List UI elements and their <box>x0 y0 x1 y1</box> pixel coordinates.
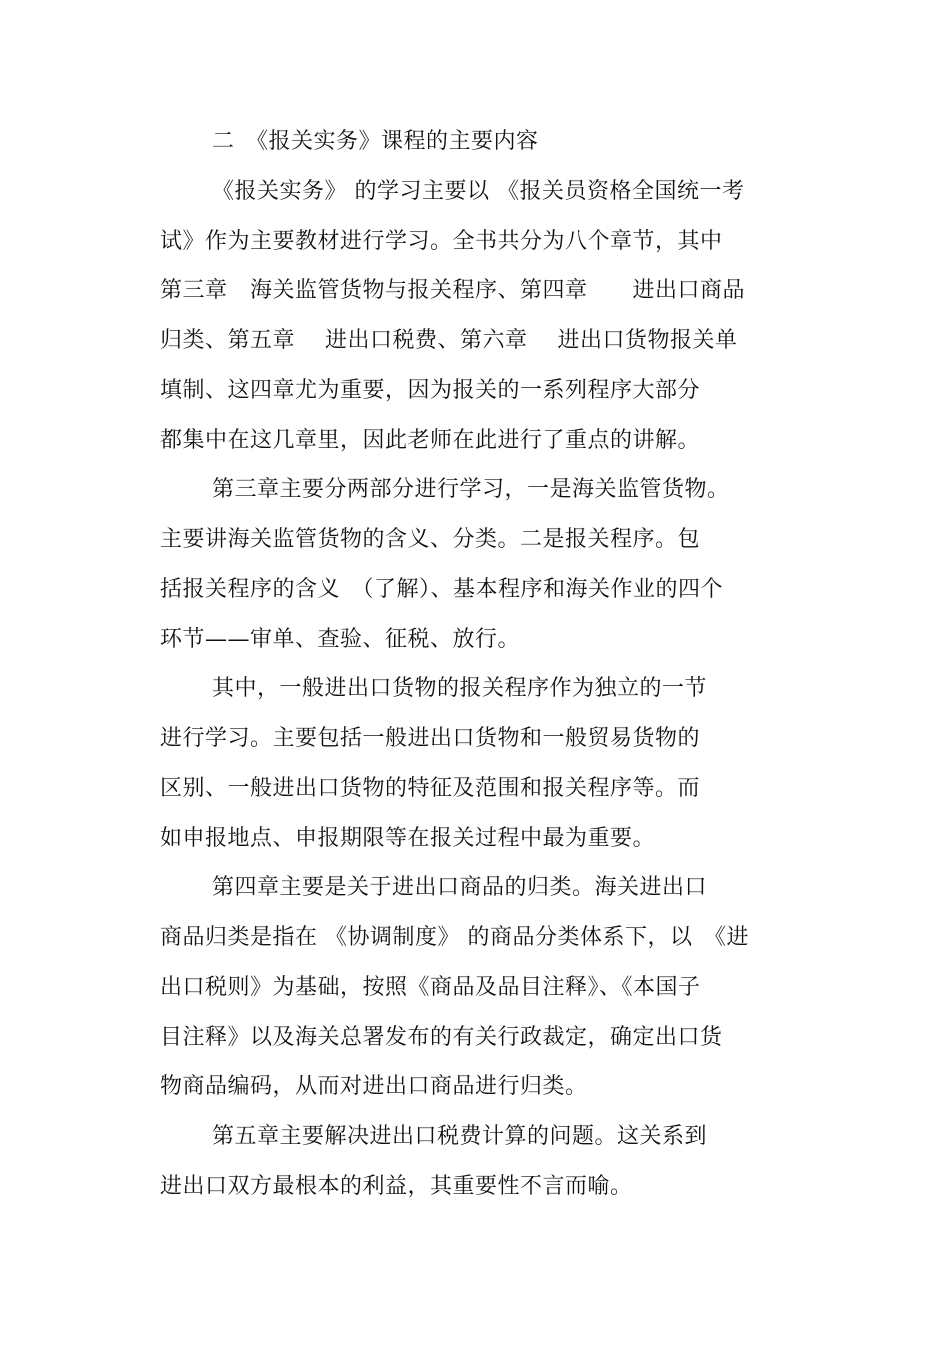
paragraph-line: 第五章主要解决进出口税费计算的问题。这关系到 <box>212 1124 708 1149</box>
paragraph-line: 出口税则》为基础，按照《商品及品目注释》、《本国子 <box>160 975 701 1000</box>
paragraph-line: 如申报地点、申报期限等在报关过程中最为重要。 <box>160 826 656 851</box>
paragraph-line: 环节——审单、查验、征税、放行。 <box>160 627 521 652</box>
paragraph-line: 物商品编码，从而对进出口商品进行归类。 <box>160 1074 588 1099</box>
paragraph-line: 进出口双方最根本的利益，其重要性不言而喻。 <box>160 1174 633 1199</box>
paragraph-line: 试》作为主要教材进行学习。全书共分为八个章节，其中 <box>160 229 723 254</box>
paragraph-line: 第四章主要是关于进出口商品的归类。海关进出口 <box>212 875 708 900</box>
paragraph-line: 《报关实务》 的学习主要以 《报关员资格全国统一考 <box>212 179 745 204</box>
paragraph-line: 归类、第五章 进出口税费、第六章 进出口货物报关单 <box>160 328 738 353</box>
paragraph-line: 括报关程序的含义 （了解）、基本程序和海关作业的四个 <box>160 577 724 602</box>
paragraph-line: 商品归类是指在 《协调制度》 的商品分类体系下，以 《进 <box>160 925 749 950</box>
paragraph-line: 其中，一般进出口货物的报关程序作为独立的一节 <box>212 676 708 701</box>
paragraph-line: 进行学习。主要包括一般进出口货物和一般贸易货物的 <box>160 726 701 751</box>
paragraph-line: 目注释》以及海关总署发布的有关行政裁定，确定出口货 <box>160 1025 723 1050</box>
paragraph-line: 填制、这四章尤为重要，因为报关的一系列程序大部分 <box>160 378 701 403</box>
paragraph-line: 主要讲海关监管货物的含义、分类。二是报关程序。包 <box>160 527 701 552</box>
paragraph-line: 第三章 海关监管货物与报关程序、第四章 进出口商品 <box>160 278 746 303</box>
paragraph-line: 第三章主要分两部分进行学习，一是海关监管货物。 <box>212 477 730 502</box>
section-heading: 二 《报关实务》课程的主要内容 <box>212 129 539 154</box>
paragraph-line: 区别、一般进出口货物的特征及范围和报关程序等。而 <box>160 776 701 801</box>
paragraph-line: 都集中在这几章里，因此老师在此进行了重点的讲解。 <box>160 428 701 453</box>
